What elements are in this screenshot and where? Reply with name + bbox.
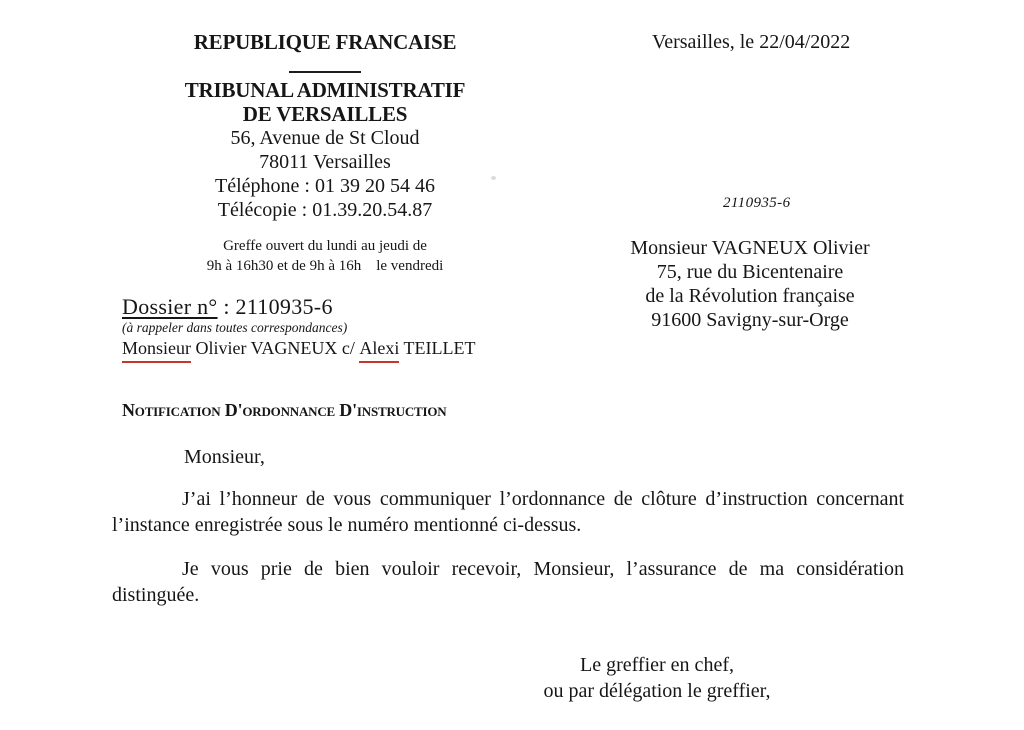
registry-hours-line1: Greffe ouvert du lundi au jeudi de — [223, 238, 427, 254]
paragraph1-line1: J’ai l’honneur de vous communiquer l’ordonnance de clôture d’instruction concernant — [182, 488, 904, 510]
case-applicant: Olivier VAGNEUX c/ — [191, 338, 360, 358]
dossier-block — [122, 294, 475, 359]
recipient-name: Monsieur VAGNEUX Olivier — [630, 237, 870, 259]
court-name-line1: TRIBUNAL ADMINISTRATIF — [184, 78, 466, 102]
sender-street: 56, Avenue de St Cloud — [230, 127, 420, 149]
case-defendant: TEILLET — [399, 338, 476, 358]
recipient-address-block — [585, 236, 915, 332]
paragraph2-line2: distinguée. — [112, 584, 200, 606]
case-parties-line — [122, 337, 475, 359]
letter-body — [112, 486, 904, 608]
dossier-number-line — [122, 294, 475, 320]
signature-block — [472, 652, 842, 704]
letter-subject-heading: Notification D'ordonnance D'instruction — [122, 400, 447, 420]
signature-title-line2: ou par délégation le greffier, — [543, 680, 771, 702]
recipient-street: 75, rue du Bicentenaire — [656, 261, 844, 283]
recipient-street2: de la Révolution française — [645, 285, 855, 307]
registry-hours-line2: 9h à 16h30 et de 9h à 16h le vendredi — [206, 258, 444, 274]
header-divider-rule — [289, 71, 361, 73]
registry-hours-block — [115, 236, 535, 276]
case-party-misspelled-alexi: Alexi — [359, 337, 399, 363]
dossier-number: : 2110935-6 — [217, 294, 333, 319]
dossier-label: Dossier n° — [122, 294, 218, 319]
sender-header-block — [115, 30, 535, 222]
scan-artifact-speck — [491, 176, 496, 180]
republic-title: REPUBLIQUE FRANCAISE — [193, 30, 457, 54]
paragraph1-line2: l’instance enregistrée sous le numéro mentionné ci-dessus. — [112, 514, 582, 536]
case-reference-number: 2110935-6 — [723, 195, 791, 211]
salutation: Monsieur, — [184, 446, 265, 468]
sender-city: 78011 Versailles — [259, 151, 391, 173]
sender-fax: Télécopie : 01.39.20.54.87 — [217, 199, 433, 221]
court-name-line2: DE VERSAILLES — [242, 102, 408, 126]
dossier-reminder-note: (à rappeler dans toutes correspondances) — [122, 320, 348, 335]
sender-phone: Téléphone : 01 39 20 54 46 — [215, 175, 435, 197]
signature-title-line1: Le greffier en chef, — [580, 654, 734, 676]
paragraph2-line1: Je vous prie de bien vouloir recevoir, Monsieur, l’assurance de ma considération — [182, 558, 904, 580]
recipient-city: 91600 Savigny-sur-Orge — [651, 309, 849, 331]
letter-date: Versailles, le 22/04/2022 — [652, 31, 851, 53]
case-party-misspelled-monsieur: Monsieur — [122, 337, 191, 363]
